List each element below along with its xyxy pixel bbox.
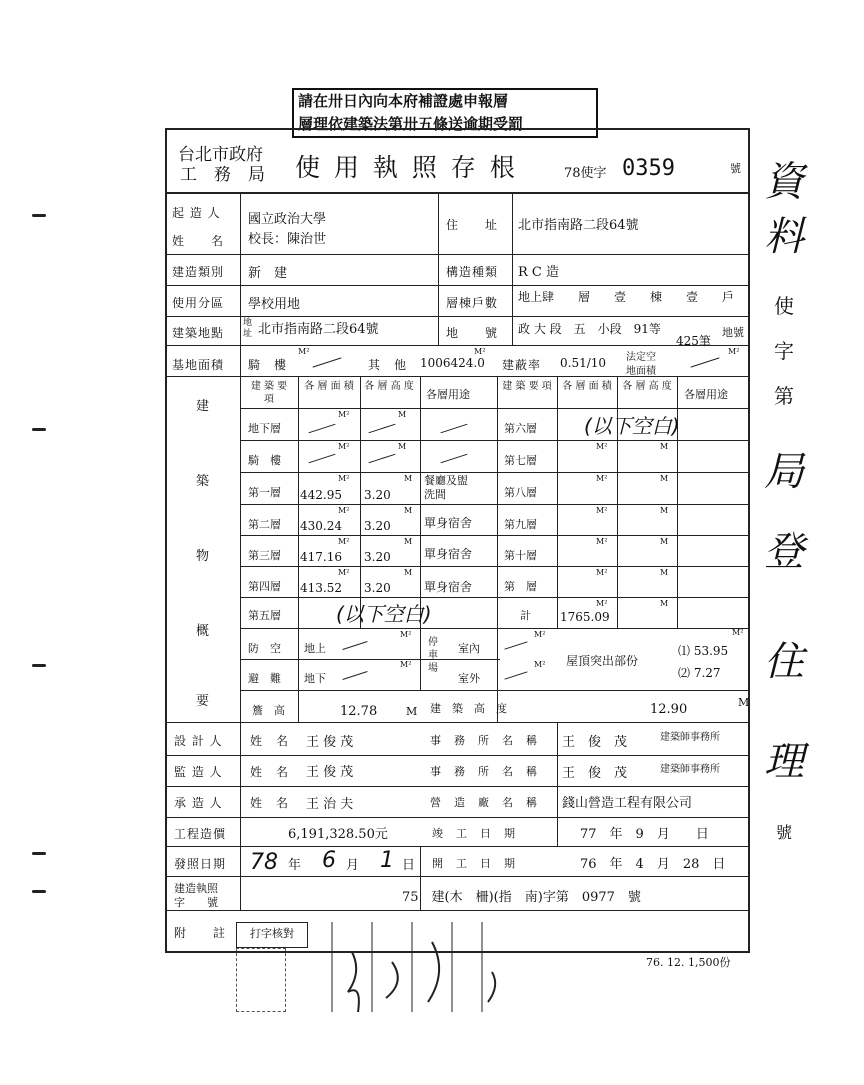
floor-area: 442.95 — [300, 488, 342, 502]
designer-office: 王 俊 茂 — [562, 735, 628, 750]
blank-note: (以下空白) — [336, 602, 432, 626]
col-item-header: 建 築 要 項 — [250, 381, 288, 405]
rule — [165, 846, 750, 847]
build-type-label: 建造類別 — [172, 265, 225, 279]
unit-m: M — [398, 410, 407, 419]
address-label: 住 址 — [446, 218, 499, 232]
doc-number: 0359 — [622, 156, 675, 181]
issue-date-label: 發照日期 — [174, 857, 227, 871]
rule — [240, 472, 750, 473]
month-label: 月 — [346, 858, 360, 873]
floor-name: 第四層 — [248, 580, 281, 593]
doc-number-prefix: 78使字 — [564, 166, 607, 181]
other-label: 其 他 — [368, 358, 408, 372]
blank-note: (以下空白) — [584, 414, 680, 438]
side-label-4: 概 — [196, 624, 211, 639]
margin-char: 登 — [764, 529, 804, 575]
unit-m2: M² — [338, 474, 350, 483]
unit-m2: M² — [400, 660, 412, 669]
rule — [240, 566, 750, 567]
site-label: 建築地點 — [172, 326, 225, 340]
arcade-label: 騎 樓 — [248, 358, 288, 372]
name-label: 姓 名 — [250, 796, 290, 810]
rule — [165, 817, 750, 818]
floor-area: 430.24 — [300, 519, 342, 533]
unit-m2: M² — [400, 630, 412, 639]
unit-m2: M² — [474, 347, 486, 356]
agency-bureau: 工 務 局 — [180, 165, 265, 185]
start-date-label: 開 工 日 期 — [432, 857, 516, 870]
structure-value: R C 造 — [518, 265, 559, 280]
side-label-1: 建 — [196, 399, 211, 414]
unit-m2: M² — [596, 442, 608, 451]
rule — [240, 504, 750, 505]
col-use-header-2: 各層用途 — [684, 388, 728, 401]
side-label-5: 要 — [196, 694, 211, 709]
permit-number: 75 建(木 柵)(指 南)字第 0977 號 — [402, 890, 641, 905]
rule — [165, 786, 750, 787]
site-area-value: 1006424.0 — [420, 356, 485, 370]
indoor-label: 室內 — [458, 642, 480, 655]
unit-m2: M² — [298, 347, 310, 356]
unit-m: M — [404, 474, 413, 483]
margin-char: 號 — [776, 823, 793, 842]
issue-month: 6 — [322, 848, 336, 873]
floor-name: 第五層 — [248, 609, 281, 622]
name-label: 姓 名 — [250, 734, 290, 748]
supervisor-label: 監 造 人 — [174, 765, 223, 779]
unit-m: M — [660, 568, 669, 577]
unit-m: M — [398, 442, 407, 451]
open-space-label-2: 地面積 — [626, 366, 656, 377]
unit-m2: M² — [338, 442, 350, 451]
rule — [240, 628, 750, 629]
stamp-line-2: 層理依建築法第卅五條送逾期受罰 — [298, 115, 524, 133]
margin-char: 住 — [764, 639, 804, 685]
floor-name: 第十層 — [504, 549, 537, 562]
floor-name: 第三層 — [248, 549, 281, 562]
name-label: 姓 名 — [172, 234, 225, 248]
unit-m2: M² — [596, 537, 608, 546]
unit-m: M — [660, 506, 669, 515]
side-label-3: 物 — [196, 549, 211, 564]
applicant-rep: 校長：陳治世 — [248, 232, 327, 247]
unit-m2: M² — [728, 347, 740, 356]
office-label: 事 務 所 名 稱 — [430, 734, 538, 747]
height-value: 12.90 — [650, 702, 688, 717]
total-area: 1765.09 — [560, 610, 610, 624]
rule — [420, 376, 421, 690]
supervisor-office-suffix: 建築師事務所 — [660, 764, 720, 775]
office-label: 事 務 所 名 稱 — [430, 765, 538, 778]
rule — [165, 755, 750, 756]
completion-date: 77 年 9 月 日 — [580, 827, 709, 842]
unit-m2: M² — [534, 660, 546, 669]
issue-day: 1 — [380, 848, 394, 873]
floor-name: 第七層 — [504, 454, 537, 467]
unit-m2: M² — [596, 474, 608, 483]
rule — [360, 376, 361, 628]
year-label: 年 — [288, 858, 302, 873]
unit-m: M — [660, 599, 669, 608]
agency-name: 台北市政府 — [178, 145, 263, 165]
floor-use: 單身宿舍 — [424, 547, 473, 561]
margin-char: 字 — [774, 339, 794, 363]
floor-name: 第六層 — [504, 422, 537, 435]
unit-m: M — [404, 568, 413, 577]
scan-mark — [32, 890, 46, 893]
rule — [165, 910, 750, 911]
contractor-name: 王 治 夫 — [306, 797, 354, 812]
day-label: 日 — [402, 858, 416, 873]
rule — [557, 376, 558, 628]
margin-char: 資 — [764, 159, 804, 205]
designer-office-suffix: 建築師事務所 — [660, 732, 720, 743]
unit-m2: M² — [596, 506, 608, 515]
col-area-header: 各 層 面 積 — [304, 381, 354, 392]
scan-mark — [32, 214, 46, 217]
floor-name: 第 層 — [504, 580, 537, 593]
permit-label-1: 建造執照 — [174, 882, 218, 895]
scan-mark — [32, 428, 46, 431]
margin-char: 局 — [764, 449, 804, 495]
note-label: 附 註 — [174, 926, 227, 940]
roof-value-1: ⑴ 53.95 — [678, 644, 729, 658]
col-area-header-2: 各 層 面 積 — [562, 381, 612, 392]
floor-use: 單身宿舍 — [424, 580, 473, 594]
evac-label: 避 難 — [248, 672, 281, 685]
open-space-label-1: 法定空 — [626, 352, 656, 363]
unit-m2: M² — [338, 506, 350, 515]
col-item-header-2: 建 築 要 項 — [502, 381, 552, 392]
rule — [557, 722, 558, 846]
rule — [240, 440, 750, 441]
floor-use: 單身宿舍 — [424, 516, 473, 530]
floor-use: 餐廳及盥洗間 — [424, 474, 468, 501]
rule — [165, 285, 750, 286]
floor-area: 417.16 — [300, 550, 342, 564]
roof-projection-label: 屋頂突出部份 — [566, 654, 639, 668]
unit-m: M — [660, 474, 669, 483]
zoning-value: 學校用地 — [248, 297, 301, 312]
rule — [240, 408, 750, 409]
page-title: 使 用 執 照 存 根 — [295, 153, 518, 182]
unit-m2: M² — [338, 537, 350, 546]
unit-m2: M² — [732, 628, 744, 637]
coverage-value: 0.51/10 — [560, 356, 607, 370]
build-type-value: 新 建 — [248, 266, 288, 281]
below-ground-label: 地下 — [304, 672, 326, 685]
floor-name: 第一層 — [248, 486, 281, 499]
unit-m: M — [404, 537, 413, 546]
coverage-label: 建蔽率 — [502, 358, 542, 372]
applicant-name: 國立政治大學 — [248, 212, 327, 227]
rule — [298, 376, 299, 722]
unit-m: M — [660, 537, 669, 546]
total-label: 計 — [520, 609, 531, 622]
parking-label: 停車場 — [428, 637, 438, 674]
rule — [240, 659, 500, 660]
margin-char: 料 — [764, 214, 804, 260]
print-info: 76. 12. 1,500份 — [646, 956, 731, 969]
supervisor-name: 王 俊 茂 — [306, 765, 354, 780]
stamp-line-1: 請在卅日內向本府補證處申報層 — [298, 92, 509, 110]
signature-area — [312, 922, 512, 1012]
floor-name: 地下層 — [248, 422, 281, 435]
issue-year: 78 — [250, 850, 278, 875]
margin-char: 第 — [774, 384, 794, 408]
structure-label: 構造種類 — [446, 265, 499, 279]
scan-mark — [32, 852, 46, 855]
lot-count: 425筆 — [676, 334, 711, 348]
rule — [165, 316, 750, 317]
margin-char: 理 — [764, 739, 804, 785]
unit-m2: M² — [534, 630, 546, 639]
applicant-label: 起 造 人 — [172, 206, 221, 220]
unit-m: M — [660, 442, 669, 451]
roof-value-2: ⑵ 7.27 — [678, 666, 721, 680]
unit-m2: M² — [338, 410, 350, 419]
eave-label: 簷 高 — [252, 704, 285, 717]
rule — [165, 254, 750, 255]
floor-name: 第九層 — [504, 518, 537, 531]
factory-name: 錢山營造工程有限公司 — [562, 796, 693, 811]
cost-label: 工程造價 — [174, 827, 227, 841]
shelter-label: 防 空 — [248, 642, 281, 655]
stamp-box — [236, 948, 286, 1012]
col-height-header: 各 層 高 度 — [364, 381, 414, 392]
rule — [240, 690, 750, 691]
supervisor-office: 王 俊 茂 — [562, 766, 628, 781]
permit-label-2: 字 號 — [174, 896, 218, 909]
rule — [240, 597, 750, 598]
eave-value: 12.78 — [340, 704, 378, 719]
rule — [165, 876, 750, 877]
rule — [165, 345, 750, 346]
floor-height: 3.20 — [364, 550, 391, 564]
site-small-label: 地址 — [243, 318, 253, 339]
rule — [165, 722, 750, 723]
height-label: 建 築 高 度 — [430, 702, 507, 715]
zoning-label: 使用分區 — [172, 296, 225, 310]
address-value: 北市指南路二段64號 — [518, 218, 639, 233]
floors-label: 層棟戶數 — [446, 296, 499, 310]
floors-value: 地上肆 層 壹 棟 壹 戶 — [518, 290, 735, 304]
site-area-label: 基地面積 — [172, 358, 225, 372]
floor-height: 3.20 — [364, 581, 391, 595]
rule — [240, 192, 241, 910]
floor-name: 騎 樓 — [248, 454, 281, 467]
unit-m: M — [404, 506, 413, 515]
unit-m: M — [406, 705, 418, 718]
start-date: 76 年 4 月 28 日 — [580, 857, 726, 872]
floor-name: 第八層 — [504, 486, 537, 499]
rule — [497, 376, 498, 722]
unit-m2: M² — [596, 568, 608, 577]
floor-height: 3.20 — [364, 488, 391, 502]
unit-m2: M² — [596, 599, 608, 608]
rule — [512, 192, 513, 345]
lot-label: 地 號 — [446, 326, 499, 340]
signer-box: 打字核對 — [236, 922, 308, 948]
completion-label: 竣 工 日 期 — [432, 827, 516, 840]
contractor-label: 承 造 人 — [174, 796, 223, 810]
side-label-2: 築 — [196, 474, 211, 489]
floor-name: 第二層 — [248, 518, 281, 531]
lot-suffix: 地號 — [722, 326, 744, 339]
lot-value: 政 大 段 五 小段 91等 — [518, 322, 661, 336]
factory-label: 營 造 廠 名 稱 — [430, 796, 538, 809]
rule — [240, 535, 750, 536]
name-label: 姓 名 — [250, 765, 290, 779]
floor-height: 3.20 — [364, 519, 391, 533]
scan-mark — [32, 664, 46, 667]
rule — [165, 376, 750, 377]
rule — [165, 192, 750, 194]
site-value: 北市指南路二段64號 — [258, 322, 379, 337]
col-use-header: 各層用途 — [426, 388, 470, 401]
unit-m: M — [738, 696, 750, 709]
outdoor-label: 室外 — [458, 672, 480, 685]
rule — [438, 192, 439, 345]
floor-area: 413.52 — [300, 581, 342, 595]
designer-label: 設 計 人 — [174, 734, 223, 748]
margin-char: 使 — [774, 294, 794, 318]
above-ground-label: 地上 — [304, 642, 326, 655]
col-height-header-2: 各 層 高 度 — [622, 381, 672, 392]
cost-value: 6,191,328.50元 — [288, 827, 388, 842]
unit-m2: M² — [338, 568, 350, 577]
doc-number-suffix: 號 — [730, 162, 741, 175]
designer-name: 王 俊 茂 — [306, 735, 354, 750]
